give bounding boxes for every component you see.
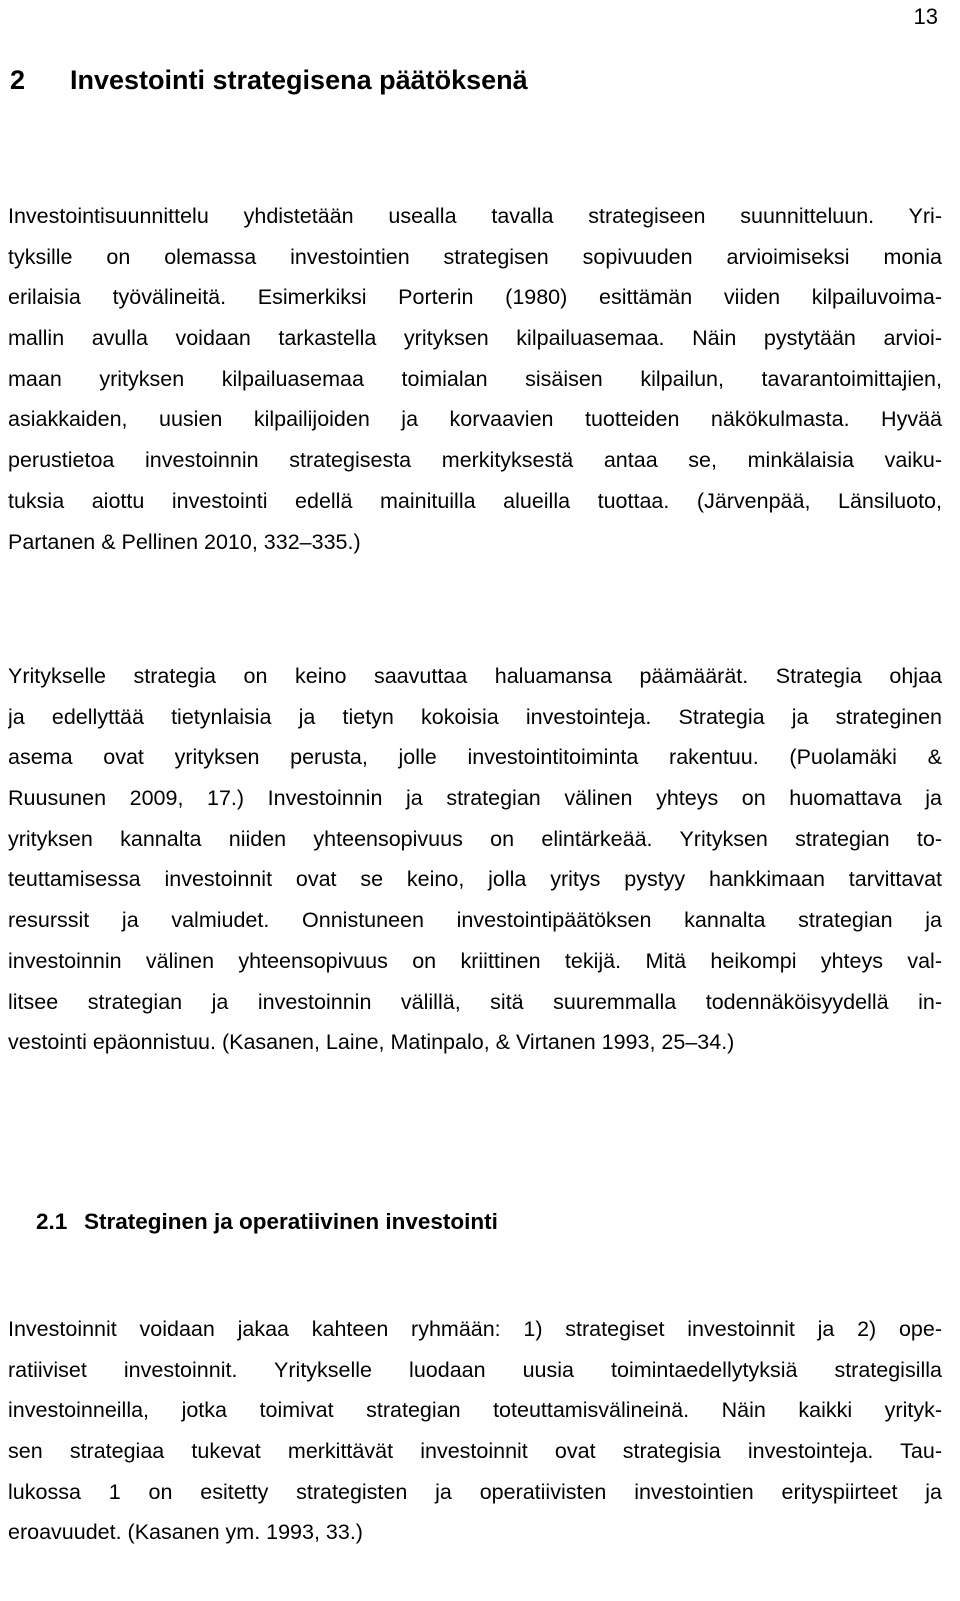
paragraph-2 — [8, 656, 942, 1063]
text-line: tyksille on olemassa investointien strategisen sopivuuden arvioimiseksi monia — [8, 244, 942, 269]
chapter-number: 2 — [10, 65, 26, 95]
paragraph-3 — [8, 1309, 942, 1553]
text-line: vestointi epäonnistuu. (Kasanen, Laine, Matinpalo, & Virtanen 1993, 25–34.) — [8, 1030, 735, 1055]
text-line: lukossa 1 on esitetty strategisten ja operatiivisten investointien erityspiirteet ja — [8, 1479, 942, 1504]
text-line: asema ovat yrityksen perusta, jolle investointitoiminta rakentuu. (Puolamäki & — [8, 745, 942, 770]
text-line: resurssit ja valmiudet. Onnistuneen investointipäätöksen kannalta strategian ja — [8, 908, 942, 933]
section-heading — [36, 1205, 498, 1239]
chapter-heading — [10, 62, 940, 98]
text-line: Yritykselle strategia on keino saavuttaa haluamansa päämäärät. Strategia ohjaa — [8, 664, 942, 688]
text-line: tuksia aiottu investointi edellä mainituilla alueilla tuottaa. (Järvenpää, Länsiluoto, — [8, 488, 942, 513]
text-line: investoinneilla, jotka toimivat strategian toteuttamisvälineinä. Näin kaikki yrityk- — [8, 1398, 942, 1423]
text-line: asiakkaiden, uusien kilpailijoiden ja korvaavien tuotteiden näkökulmasta. Hyvää — [8, 407, 942, 432]
text-line: Partanen & Pellinen 2010, 332–335.) — [8, 529, 361, 554]
text-line: yrityksen kannalta niiden yhteensopivuus on elintärkeää. Yrityksen strategian to- — [8, 826, 942, 851]
text-line: Investointisuunnittelu yhdistetään usealla tavalla strategiseen suunnitteluun. Yri- — [8, 204, 942, 228]
section-number: 2.1 — [36, 1209, 68, 1234]
text-line: perustietoa investoinnin strategisesta merkityksestä antaa se, minkälaisia vaiku- — [8, 448, 942, 473]
text-line: mallin avulla voidaan tarkastella yrityksen kilpailuasemaa. Näin pystytään arvioi- — [8, 326, 942, 351]
text-line: erilaisia työvälineitä. Esimerkiksi Porterin (1980) esittämän viiden kilpailuvoima- — [8, 285, 942, 310]
paragraph-1 — [8, 196, 942, 562]
text-line: litsee strategian ja investoinnin välillä, sitä suuremmalla todennäköisyydellä in- — [8, 989, 942, 1014]
chapter-title: Investointi strategisena päätöksenä — [70, 65, 528, 95]
text-line: teuttamisessa investoinnit ovat se keino, jolla yritys pystyy hankkimaan tarvittavat — [8, 867, 942, 892]
section-title: Strateginen ja operatiivinen investointi — [84, 1209, 498, 1234]
text-line: Investoinnit voidaan jakaa kahteen ryhmään: 1) strategiset investoinnit ja 2) ope- — [8, 1317, 942, 1341]
text-line: ja edellyttää tietynlaisia ja tietyn kokoisia investointeja. Strategia ja strateginen — [8, 704, 942, 729]
text-line: sen strategiaa tukevat merkittävät investoinnit ovat strategisia investointeja. Tau- — [8, 1439, 942, 1464]
text-line: eroavuudet. (Kasanen ym. 1993, 33.) — [8, 1520, 363, 1545]
page-number: 13 — [913, 4, 938, 29]
text-line: investoinnin välinen yhteensopivuus on kriittinen tekijä. Mitä heikompi yhteys val- — [8, 948, 942, 973]
text-line: Ruusunen 2009, 17.) Investoinnin ja strategian välinen yhteys on huomattava ja — [8, 786, 942, 811]
text-line: maan yrityksen kilpailuasemaa toimialan sisäisen kilpailun, tavarantoimittajien, — [8, 366, 942, 391]
text-line: ratiiviset investoinnit. Yritykselle luodaan uusia toimintaedellytyksiä strategisilla — [8, 1357, 942, 1382]
